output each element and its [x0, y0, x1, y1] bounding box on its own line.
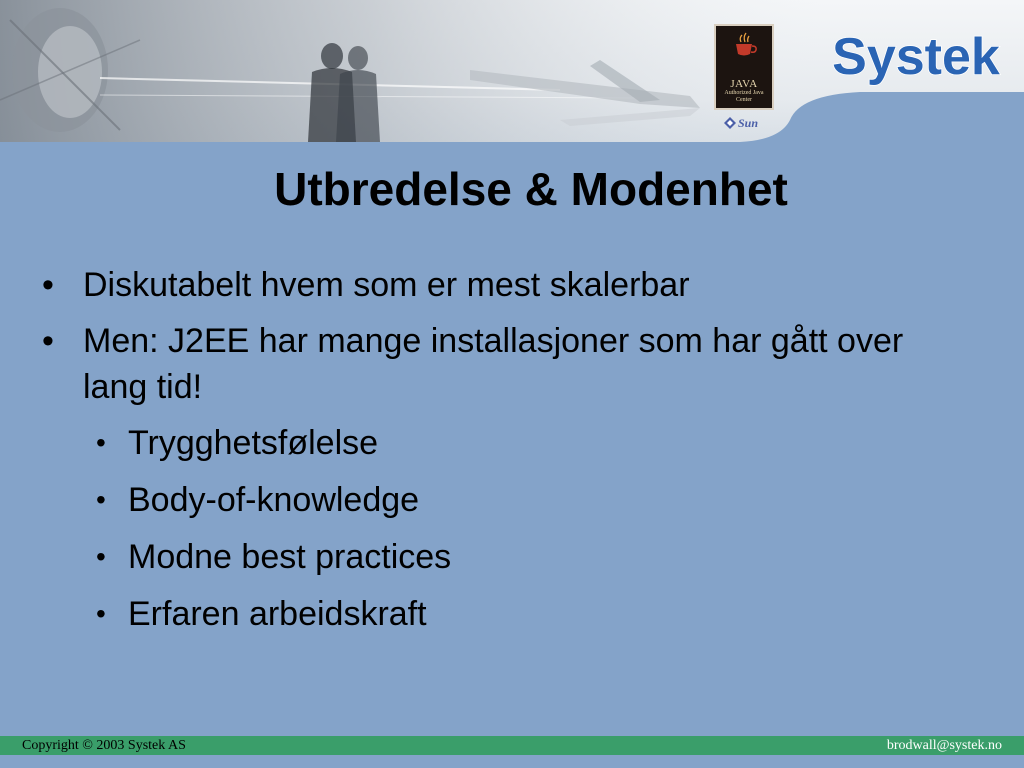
sun-diamond-icon — [724, 117, 736, 129]
systek-logo-text: Systek — [832, 28, 1000, 86]
sun-logo — [724, 114, 768, 132]
bullet-item: • Diskutabelt hvem som er mest skalerbar — [0, 262, 963, 308]
sun-logo-text: Sun — [738, 115, 759, 130]
header-photo — [0, 0, 820, 142]
java-logo-text: JAVA — [730, 78, 758, 90]
footer-email: brodwall@systek.no — [886, 737, 1002, 753]
java-logo-subtext: Authorized Java Center — [724, 90, 764, 103]
sub-bullet-item: • Trygghetsfølelse — [0, 420, 928, 466]
java-authorized-logo — [714, 24, 774, 110]
header-banner — [0, 0, 1024, 142]
systek-logo — [818, 22, 1014, 90]
java-cup-icon — [732, 32, 758, 58]
footer-copyright: Copyright © 2003 Systek AS — [22, 737, 186, 753]
sub-bullet-item: • Body-of-knowledge — [0, 477, 928, 523]
sub-bullet-item: • Modne best practices — [0, 534, 928, 580]
slide-title: Utbredelse & Modenhet — [274, 163, 788, 215]
bullet-item: • Men: J2EE har mange installasjoner som har gått over lang tid! — [0, 318, 963, 410]
sub-bullet-item: • Erfaren arbeidskraft — [0, 591, 928, 637]
footer-bar — [0, 736, 1024, 755]
bullet-list — [0, 262, 963, 648]
